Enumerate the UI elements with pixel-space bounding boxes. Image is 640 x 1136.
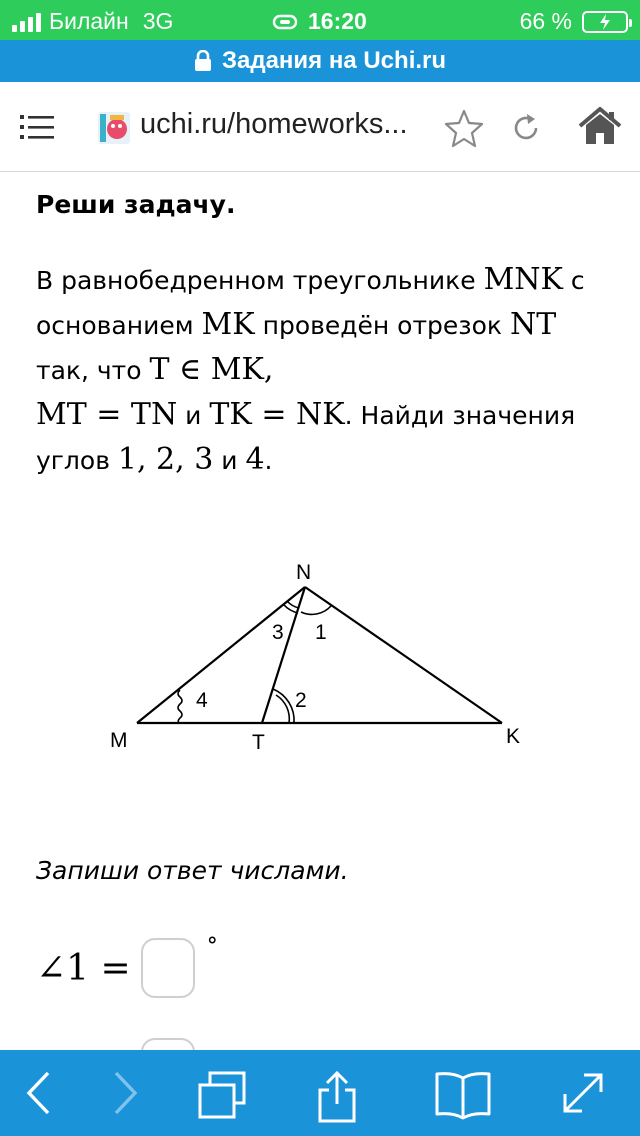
angle-label-4: 4 — [196, 689, 208, 712]
home-icon[interactable] — [578, 106, 622, 146]
clock: 16:20 — [308, 8, 367, 34]
chevron-left-icon[interactable] — [24, 1070, 54, 1116]
address-bar-url[interactable]: uchi.ru/homeworks... — [140, 108, 408, 140]
vertex-label-k: K — [506, 725, 521, 748]
answer-input-angle-1[interactable] — [141, 938, 195, 998]
angle-1-arc — [301, 606, 331, 614]
reload-icon[interactable] — [510, 112, 542, 144]
status-left — [12, 8, 173, 35]
share-icon[interactable] — [314, 1070, 360, 1124]
page-content — [0, 172, 640, 1050]
answer-label: ∠1 = — [36, 947, 131, 989]
vertex-label-n: N — [296, 561, 312, 584]
degree-unit: ° — [206, 934, 218, 959]
app-banner[interactable] — [0, 40, 640, 82]
lock-icon — [194, 50, 212, 72]
angle-3-arc — [284, 605, 298, 613]
network-type: 3G — [142, 8, 174, 34]
angle-label-2: 2 — [295, 689, 307, 712]
tabs-icon[interactable] — [196, 1070, 250, 1120]
side-nk — [305, 587, 502, 723]
battery-percent: 66 % — [519, 8, 572, 34]
status-right — [520, 8, 628, 35]
vertex-label-m: M — [110, 729, 128, 752]
status-bar — [0, 0, 640, 40]
angle-label-3: 3 — [272, 621, 284, 644]
battery-charging-icon — [582, 11, 628, 33]
hamburger-menu-icon[interactable] — [20, 112, 56, 142]
answer-row-angle-2 — [36, 1038, 207, 1050]
browser-toolbar — [0, 1050, 640, 1136]
problem-text: В равнобедренном треугольнике MNK с основанием MK проведён отрезок NT так, что T ∈ MK, MT = TN и TK = NK. Найди значения углов 1, 2, 3 и 4. — [36, 262, 585, 477]
angle-3-arc-inner — [287, 601, 299, 608]
answer-input-angle-2[interactable] — [141, 1038, 195, 1050]
task-title: Реши задачу. — [36, 190, 236, 219]
answer-prompt: Запиши ответ числами. — [36, 856, 349, 885]
signal-strength-icon — [12, 12, 41, 32]
triangle-figure — [0, 557, 640, 757]
vertex-label-t: T — [252, 731, 265, 754]
browser-nav-bar — [0, 82, 640, 172]
uchi-favicon-icon — [98, 112, 130, 144]
answer-row-angle-1 — [36, 934, 218, 998]
angle-4-arc — [178, 690, 182, 723]
chevron-right-icon[interactable] — [110, 1070, 140, 1116]
side-mn — [137, 587, 305, 723]
orientation-lock-icon — [270, 11, 300, 33]
angle-label-1: 1 — [315, 621, 327, 644]
banner-title: Задания на Uchi.ru — [221, 47, 447, 74]
bookmark-star-icon[interactable] — [444, 108, 484, 148]
expand-icon[interactable] — [560, 1070, 606, 1116]
angle-2-arc — [273, 689, 294, 723]
carrier-name: Билайн — [49, 8, 129, 34]
status-center — [270, 8, 367, 35]
book-icon[interactable] — [434, 1070, 492, 1120]
